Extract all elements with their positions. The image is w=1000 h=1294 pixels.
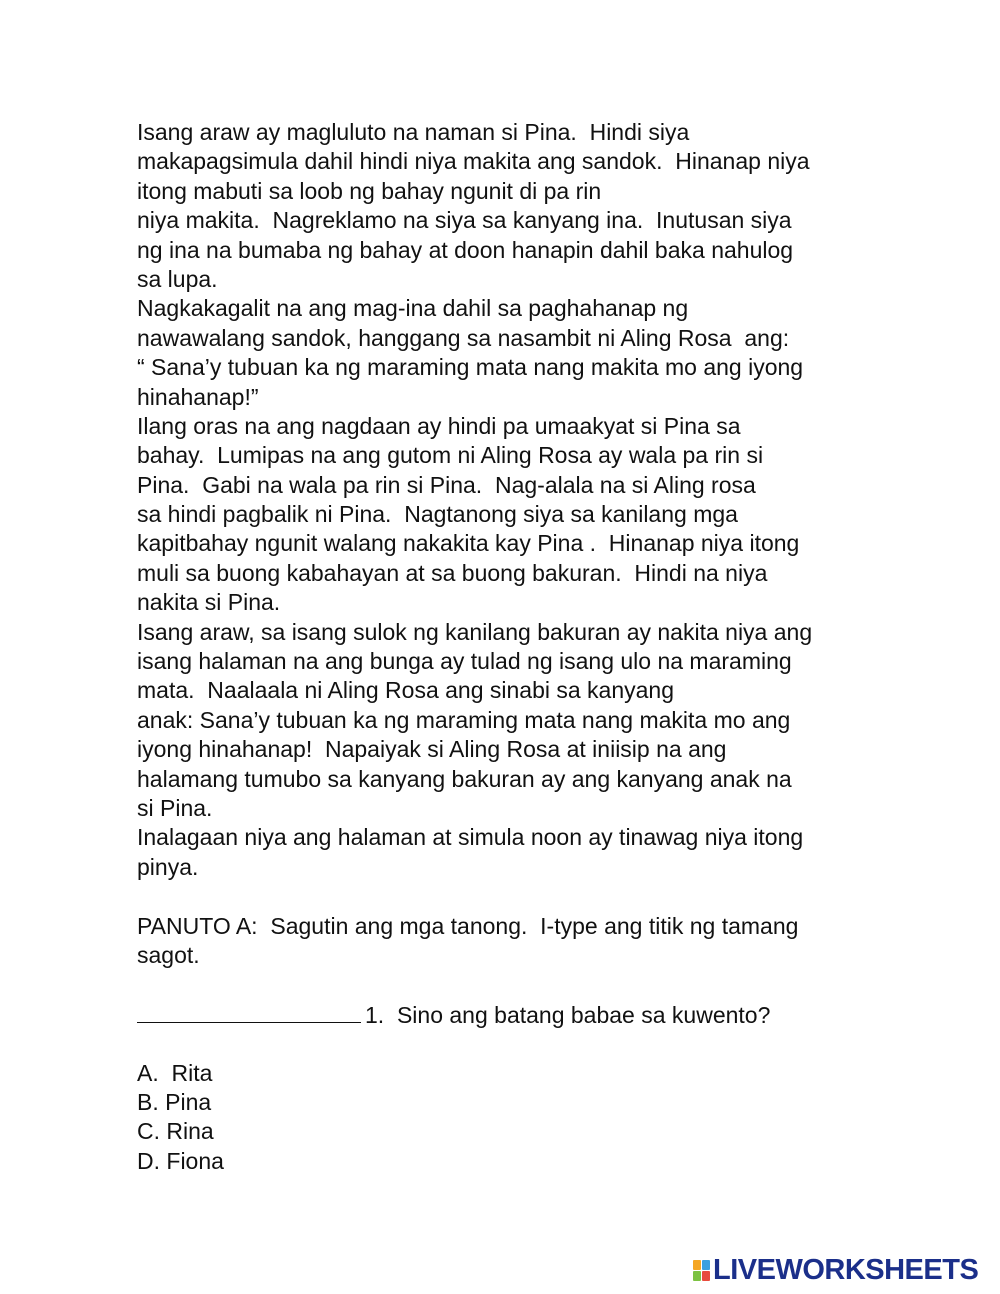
answer-blank-1[interactable] (137, 1000, 361, 1023)
instruction-line: sagot. (137, 941, 200, 968)
story-line: itong mabuti sa loob ng bahay ngunit di pa rin (137, 177, 602, 204)
story-line: makapagsimula dahil hindi niya makita ang sandok. Hinanap niya (137, 148, 810, 175)
story-line: halamang tumubo sa kanyang bakuran ay ang kanyang anak na (137, 765, 792, 792)
story-line: nakita si Pina. (137, 589, 281, 616)
story-line: Ilang oras na ang nagdaan ay hindi pa umaakyat si Pina sa (137, 412, 741, 439)
instruction-line: PANUTO A: Sagutin ang mga tanong. I-type ang titik ng tamang (137, 912, 799, 939)
story-line: Pina. Gabi na wala pa rin si Pina. Nag-alala na si Aling rosa (137, 471, 756, 498)
question-1-text: 1. Sino ang batang babae sa kuwento? (365, 1001, 771, 1028)
story-line: ng ina na bumaba ng bahay at doon hanapin dahil baka nahulog (137, 236, 794, 263)
story-line: Isang araw, sa isang sulok ng kanilang bakuran ay nakita niya ang (137, 618, 813, 645)
instructions-text (137, 912, 897, 971)
story-line: iyong hinahanap! Napaiyak si Aling Rosa at iniisip na ang (137, 736, 727, 763)
logo-mark-icon (692, 1259, 710, 1281)
story-line: sa hindi pagbalik ni Pina. Nagtanong siya sa kanilang mga (137, 501, 738, 528)
story-line: sa lupa. (137, 265, 218, 292)
story-text (137, 118, 897, 882)
story-line: pinya. (137, 853, 199, 880)
story-line: bahay. Lumipas na ang gutom ni Aling Rosa ay wala pa rin si (137, 442, 764, 469)
story-line: Inalagaan niya ang halaman at simula noon ay tinawag niya itong (137, 824, 804, 851)
question-1 (137, 1000, 897, 1029)
story-line: niya makita. Nagreklamo na siya sa kanyang ina. Inutusan siya (137, 207, 792, 234)
story-line: muli sa buong kabahayan at sa buong bakuran. Hindi na niya (137, 559, 768, 586)
choice-item: A. Rita (137, 1059, 213, 1086)
story-line: kapitbahay ngunit walang nakakita kay Pina . Hinanap niya itong (137, 530, 800, 557)
choice-item: D. Fiona (137, 1147, 224, 1174)
story-line: “ Sana’y tubuan ka ng maraming mata nang makita mo ang iyong (137, 354, 804, 381)
story-line: Isang araw ay magluluto na naman si Pina. Hindi siya (137, 119, 690, 145)
story-line: si Pina. (137, 794, 213, 821)
answer-choices (137, 1059, 897, 1177)
liveworksheets-logo (692, 1254, 979, 1286)
story-line: nawawalang sandok, hanggang sa nasambit ni Aling Rosa ang: (137, 324, 790, 351)
story-line: anak: Sana’y tubuan ka ng maraming mata nang makita mo ang (137, 706, 791, 733)
story-line: isang halaman na ang bunga ay tulad ng isang ulo na maraming (137, 648, 792, 675)
story-line: Nagkakagalit na ang mag-ina dahil sa paghahanap ng (137, 295, 689, 322)
story-line: hinahanap!” (137, 383, 259, 410)
logo-text: LIVEWORKSHEETS (713, 1254, 979, 1286)
choice-item: C. Rina (137, 1118, 214, 1145)
choice-item: B. Pina (137, 1088, 212, 1115)
worksheet-page (137, 118, 897, 1176)
story-line: mata. Naalaala ni Aling Rosa ang sinabi sa kanyang (137, 677, 675, 704)
